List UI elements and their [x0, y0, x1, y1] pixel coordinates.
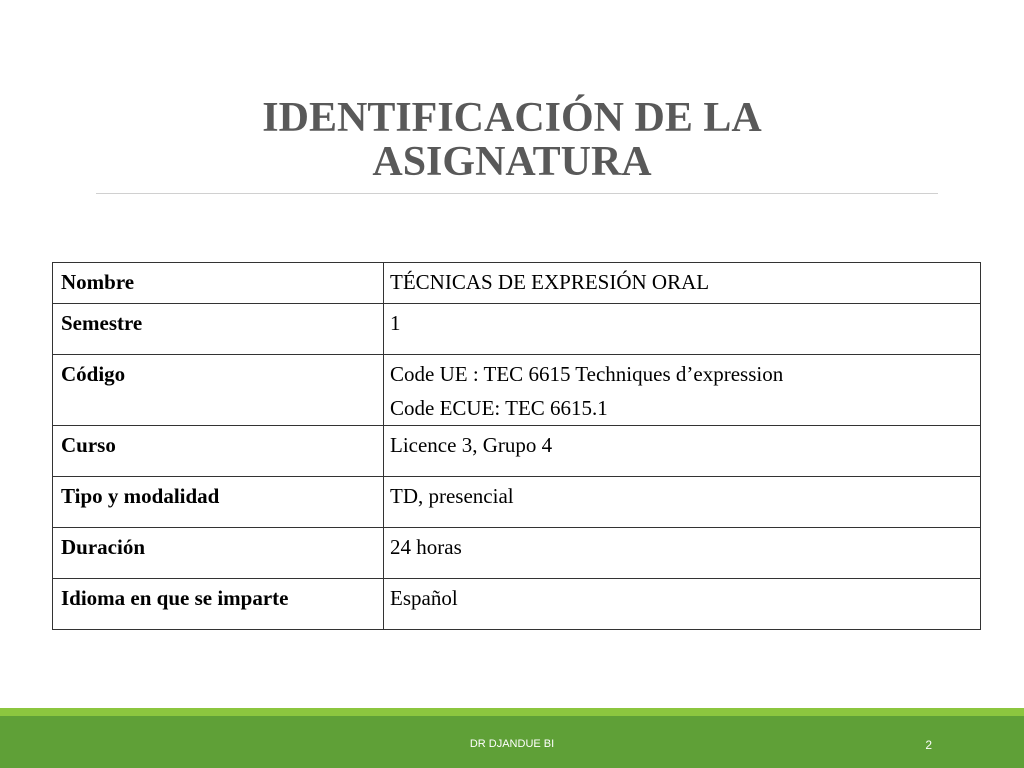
row-label: Nombre	[53, 263, 384, 304]
row-value: TÉCNICAS DE EXPRESIÓN ORAL	[384, 263, 981, 304]
code-ue-line: Code UE : TEC 6615 Techniques d’expression	[390, 362, 784, 386]
footer-accent-stripe	[0, 708, 1024, 716]
slide-title-line-1: IDENTIFICACIÓN DE LA	[262, 95, 762, 141]
footer-author: DR DJANDUE BI	[469, 738, 555, 750]
table-row-curso	[53, 426, 981, 477]
row-label: Semestre	[53, 304, 384, 355]
table-row-tipo	[53, 477, 981, 528]
row-label: Código	[53, 355, 384, 426]
row-value: Español	[384, 579, 981, 630]
row-value: TD, presencial	[384, 477, 981, 528]
row-label: Idioma en que se imparte	[53, 579, 384, 630]
row-label: Curso	[53, 426, 384, 477]
table-row-idioma	[53, 579, 981, 630]
page-number: 2	[925, 738, 932, 752]
course-info-table	[52, 262, 981, 630]
footer-bar	[0, 716, 1024, 768]
table-row-codigo	[53, 355, 981, 426]
title-divider	[96, 193, 938, 194]
table-row-semestre	[53, 304, 981, 355]
row-value	[384, 355, 981, 426]
table-row-duracion	[53, 528, 981, 579]
row-label: Tipo y modalidad	[53, 477, 384, 528]
row-label: Duración	[53, 528, 384, 579]
row-value: 24 horas	[384, 528, 981, 579]
code-ecue-line: Code ECUE: TEC 6615.1	[390, 396, 608, 420]
slide-title-line-2: ASIGNATURA	[372, 139, 652, 185]
row-value: 1	[384, 304, 981, 355]
table-row-nombre	[53, 263, 981, 304]
slide-title	[0, 96, 1024, 184]
row-value: Licence 3, Grupo 4	[384, 426, 981, 477]
